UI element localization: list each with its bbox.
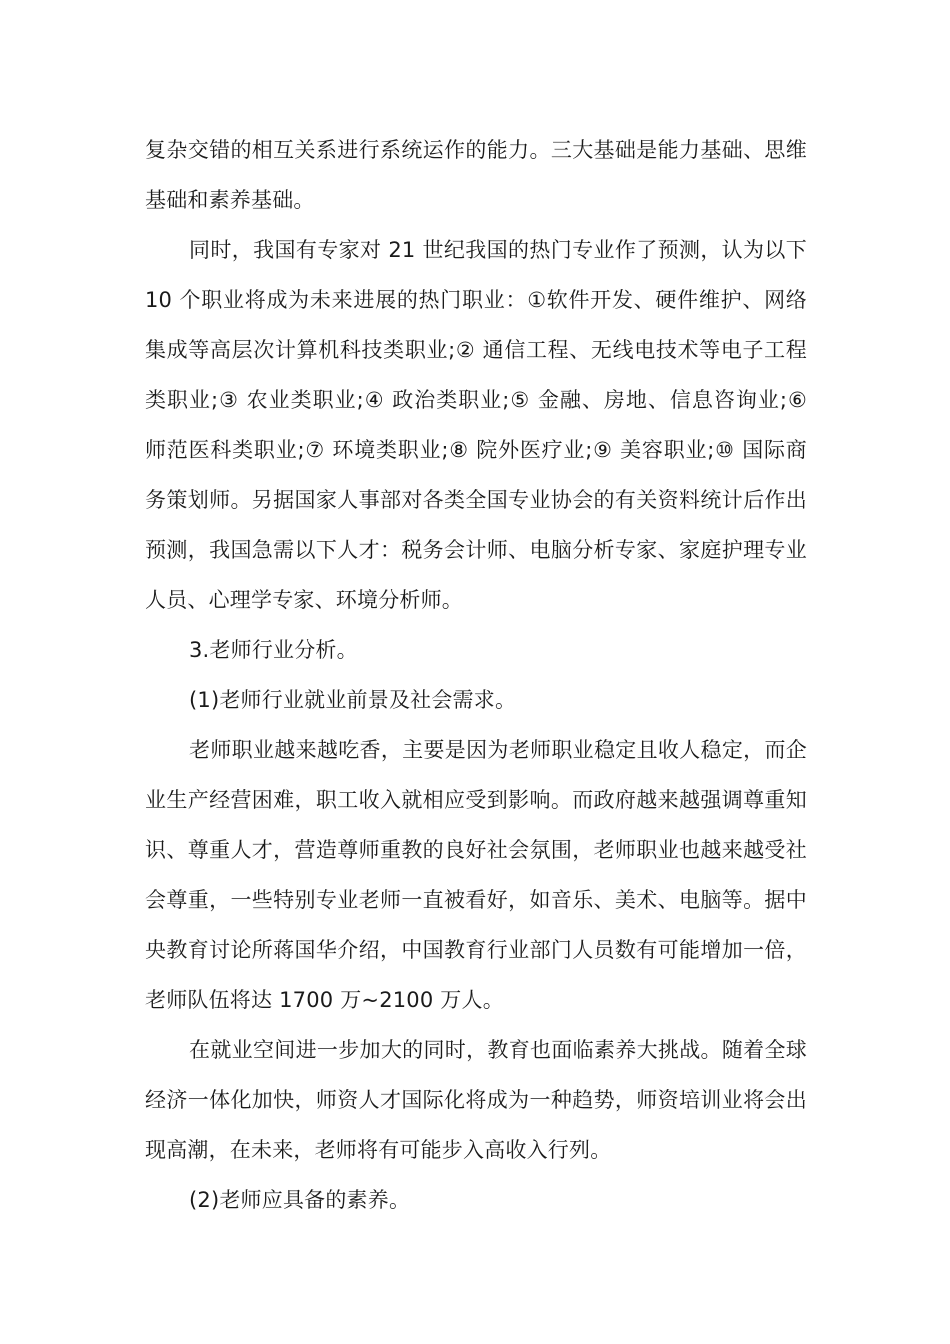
paragraph-3: 老师职业越来越吃香，主要是因为老师职业稳定且收人稳定，而企业生产经营困难，职工收入就相应受到影响。而政府越来越强调尊重知识、尊重人才，营造尊师重教的良好社会氛围，老师职业也越来越受社会尊重，一些特别专业老师一直被看好，如音乐、美术、电脑等。据中央教育讨论所蒋国华介绍，中国教育行业部门人员数有可能增加一倍，老师队伍将达 1700 万~2100 万人。 (145, 738, 807, 1012)
subsection-heading-1: (1)老师行业就业前景及社会需求。 (189, 688, 517, 712)
document-page (145, 125, 807, 1225)
paragraph-4: 在就业空间进一步加大的同时，教育也面临素养大挑战。随着全球经济一体化加快，师资人才国际化将成为一种趋势，师资培训业将会出现高潮，在未来，老师将有可能步入高收入行列。 (145, 1038, 807, 1162)
subsection-heading-2: (2)老师应具备的素养。 (189, 1188, 411, 1212)
paragraph-1: 复杂交错的相互关系进行系统运作的能力。三大基础是能力基础、思维基础和素养基础。 (145, 138, 807, 212)
section-heading-3: 3.老师行业分析。 (189, 638, 358, 662)
paragraph-2: 同时，我国有专家对 21 世纪我国的热门专业作了预测，认为以下 10 个职业将成为未来进展的热门职业：①软件开发、硬件维护、网络集成等高层次计算机科技类职业;② 通信工程、无线电技术等电子工程类职业;③ 农业类职业;④ 政治类职业;⑤ 金融、房地、信息咨询业;⑥ 师范医科类职业;⑦ 环境类职业;⑧ 院外医疗业;⑨ 美容职业;⑩ 国际商务策划师。另据国家人事部对各类全国专业协会的有关资料统计后作出预测，我国急需以下人才：税务会计师、电脑分析专家、家庭护理专业人员、心理学专家、环境分析师。 (145, 238, 807, 612)
